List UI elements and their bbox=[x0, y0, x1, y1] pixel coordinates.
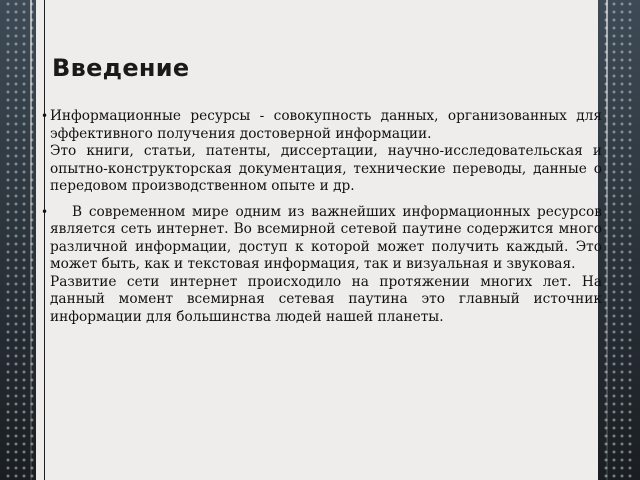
paragraph: Информационные ресурсы - совокупность данных, организованных для эффективного получения достоверной информации. bbox=[50, 108, 602, 142]
paragraph: Развитие сети интернет происходило на протяжении многих лет. На данный момент всемирная сетевая паутина это главный источник информации для большинства людей нашей планеты. bbox=[50, 273, 602, 325]
bullet-dot-icon: • bbox=[41, 109, 49, 123]
slide-title: Введение bbox=[52, 54, 190, 82]
bullet-dot-icon: • bbox=[41, 204, 49, 219]
content-divider-line bbox=[44, 0, 45, 480]
right-decorative-border bbox=[598, 0, 640, 480]
bullet-item bbox=[41, 203, 602, 327]
paragraph: Это книги, статьи, патенты, диссертации, научно-исследовательская и опытно-конструкторская документация, технические переводы, данные о передовом производственном опыте и др. bbox=[50, 143, 602, 194]
bullet-item bbox=[41, 108, 602, 196]
slide-body bbox=[41, 108, 602, 334]
paragraph: В современном мире одним из важнейших информационных ресурсов является сеть интернет. Во всемирной сетевой паутине содержится много различной информации, доступ к которой может получить каждый. Это может быть, как и текстовая информация, так и визуальная и звуковая. bbox=[50, 203, 602, 272]
